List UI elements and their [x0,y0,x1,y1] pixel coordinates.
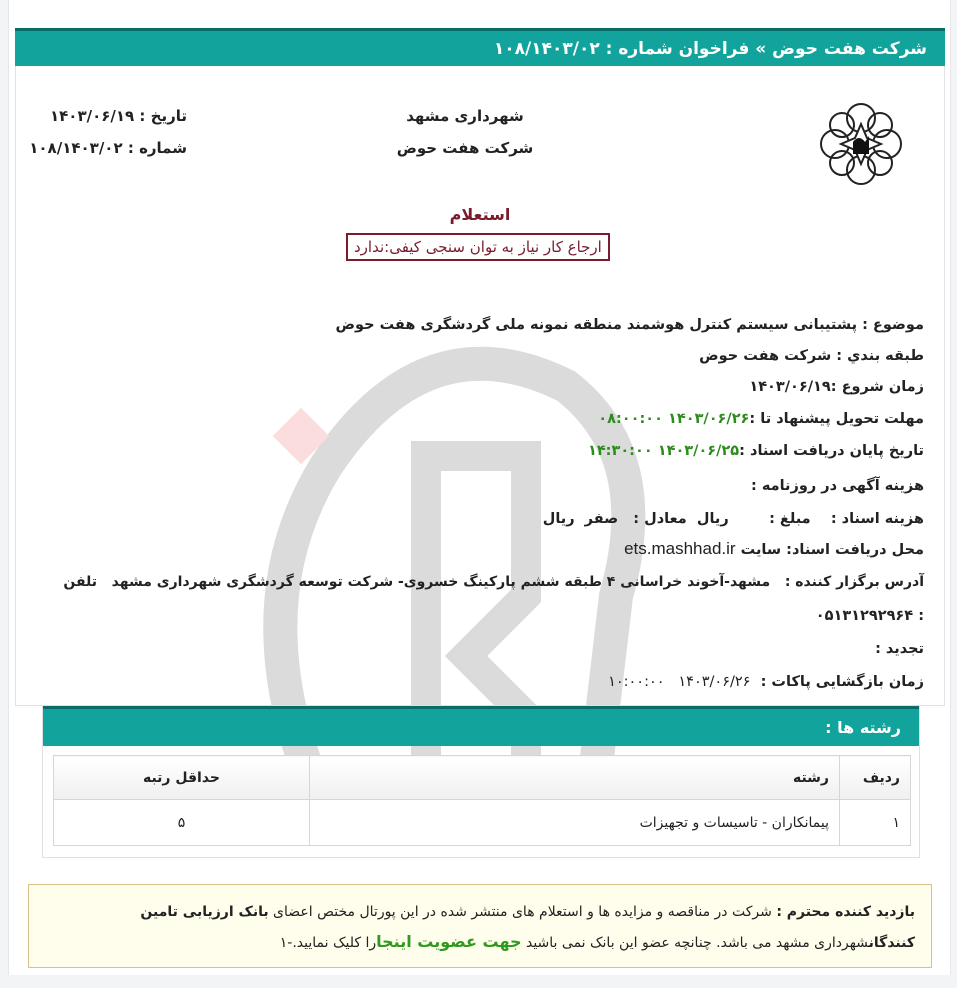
doc-place-label: محل دریافت اسناد: سایت [740,542,924,558]
letter-number [29,139,187,157]
cell-min-rank: ۵ [54,800,310,846]
membership-link[interactable]: جهت عضویت اینجا [376,932,522,951]
document-cost: هزینه اسناد : مبلغ : ریال معادل : صفر ریال [542,511,924,527]
start-time [749,379,924,395]
deadline-value: ۱۴۰۳/۰۶/۲۶ ۰۸:۰۰:۰۰ [598,411,750,427]
date-value: ۱۴۰۳/۰۶/۱۹ [49,107,135,125]
organizer-address: آدرس برگزار کننده : مشهد-آخوند خراسانی ۴ طبقه ششم پارکینگ خسروی- شرکت توسعه گردشگری شهرداری مشهد تلفن [63,574,924,590]
cell-field: پیمانکاران - تاسیسات و تجهیزات [310,800,840,846]
col-field: رشته [310,756,840,800]
docs-end-label: تاریخ پایان دریافت اسناد : [739,443,924,459]
fields-section-title: رشته ها : [43,706,919,746]
notice-text-3: را کلیک نمایید.-۱ [279,935,377,951]
number-label: شماره : [127,139,187,157]
start-label: زمان شروع : [830,379,924,395]
document-location [624,539,924,559]
table-header-row [54,756,911,800]
docs-end [588,443,924,459]
opening-label: زمان بازگشایی پاکات : [760,674,924,690]
opening-time [608,674,924,690]
table-row [54,800,911,846]
col-row: ردیف [840,756,911,800]
page-header: شرکت هفت حوض » فراخوان شماره : ۱۰۸/۱۴۰۳/۰۲ [15,28,945,66]
renewal: تجدید : [875,641,924,657]
subject: موضوع : پشتیبانی سیستم کنترل هوشمند منطقه نمونه ملی گردشگری هفت حوض [335,317,924,333]
notice-text-2: شهرداری مشهد می باشد. چنانچه عضو این بانک نمی باشید [521,935,869,951]
notice-bank-name: بانک ارزیابی تامین کنندگان [140,904,915,951]
visitor-notice [28,884,932,968]
quality-assessment-note: ارجاع کار نیاز به توان سنجی کیفی:ندارد [346,233,610,261]
date-label: تاریخ : [139,107,187,125]
ad-cost: هزینه آگهی در روزنامه : [750,478,924,494]
fields-table [53,755,911,846]
docs-end-value: ۱۴۰۳/۰۶/۲۵ ۱۴:۳۰:۰۰ [587,443,740,459]
number-value: ۱۰۸/۱۴۰۳/۰۲ [29,139,123,157]
watermark-logo [96,296,656,776]
doc-place-link[interactable]: ets.mashhad.ir [624,539,736,558]
org-name: شهرداری مشهد [406,107,524,125]
mashhad-municipality-logo [815,98,907,190]
letter-date [50,107,187,125]
start-value: ۱۴۰۳/۰۶/۱۹ [749,379,831,395]
deadline-label: مهلت تحویل پیشنهاد تا : [749,411,924,427]
company-name: شرکت هفت حوض [396,139,534,157]
category: طبقه بندي : شرکت هفت حوض [699,348,924,364]
fields-section [42,705,920,858]
col-min-rank: حداقل رتبه [54,756,310,800]
phone: : ۰۵۱۳۱۲۹۲۹۶۴ [815,608,924,624]
notice-lead: بازدید کننده محترم : [776,904,915,920]
cell-row: ۱ [840,800,911,846]
proposal-deadline [598,411,924,427]
opening-value: ۱۴۰۳/۰۶/۲۶ ۱۰:۰۰:۰۰ [608,674,751,690]
notice-text: شرکت در مناقصه و مزایده ها و استعلام های منتشر شده در این پورتال مختص اعضای [268,904,777,920]
tender-type: استعلام [449,205,511,224]
